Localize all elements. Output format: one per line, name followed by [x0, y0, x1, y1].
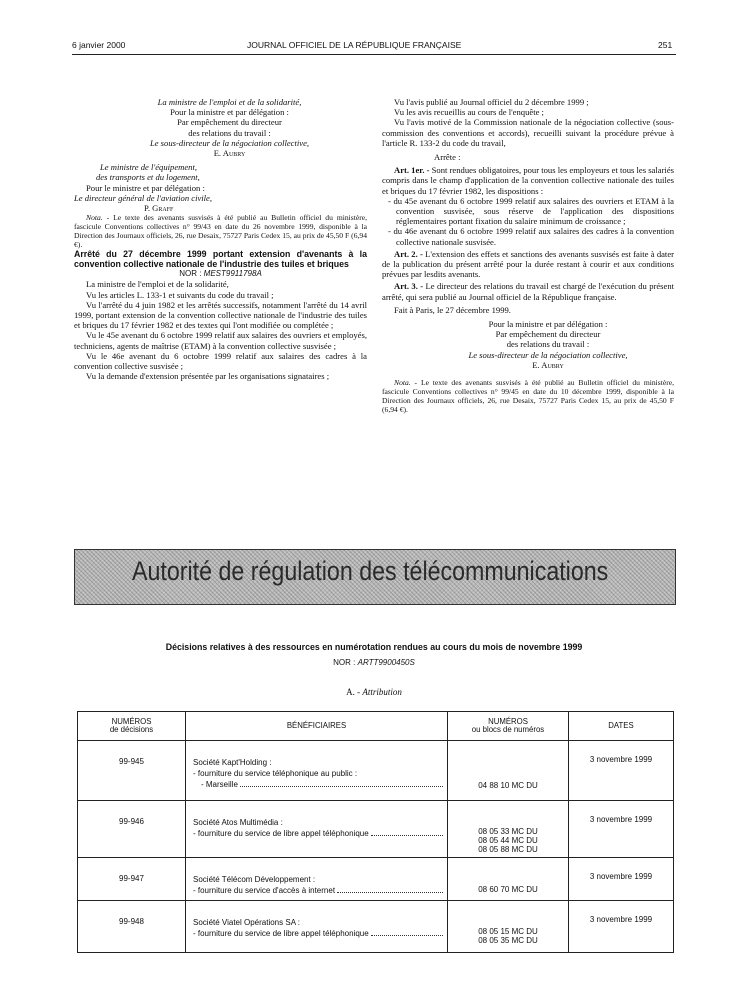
arrete-title: Arrêté du 27 décembre 1999 portant extension d'avenants à la convention collective nationale de l'industrie des tuiles et briques	[74, 249, 367, 270]
paragraph: Vu l'avis motivé de la Commission nationale de la négociation collective (sous-commission des conventions et accords), recueilli suivant la procédure prévue à l'article R. 133-2 du code du travail,	[382, 117, 674, 148]
service-text: - fourniture du service de libre appel téléphonique	[193, 829, 369, 838]
sig1-line: des relations du travail :	[188, 127, 271, 138]
decision-number: 99-945	[78, 741, 186, 801]
date-cell: 3 novembre 1999	[569, 901, 674, 953]
header-numeros	[78, 712, 186, 741]
art2-text: L'extension des effets et sanctions des avenants susvisés est faite à dater de la publication du présent arrêté pour la durée restant à courir et aux conditions prévues par lesdits avenants.	[382, 248, 674, 280]
header-page-number: 251	[658, 40, 673, 50]
paragraph: Vu la demande d'extension présentée par les organisations signataires ;	[86, 371, 330, 382]
table-row	[78, 801, 674, 858]
sig2-name: P. Graff	[144, 203, 174, 214]
article-1-item: - du 45e avenant du 6 octobre 1999 relatif aux salaires des ouvriers et ETAM à la convention susvisée, sous réserve de l'application des dispositions réglementaires portant fixation du salaire minimum de croissance ;	[388, 195, 674, 227]
nota-label: Nota. -	[86, 213, 110, 223]
service-detail-text: - Marseille	[201, 780, 238, 789]
date-cell: 3 novembre 1999	[569, 801, 674, 858]
sig1-line: Pour la ministre et par délégation :	[170, 107, 289, 118]
article-3	[382, 281, 674, 301]
header-text: NUMÉROS	[111, 716, 152, 726]
table-header-row	[78, 712, 674, 741]
service: - fourniture du service téléphonique au public :	[193, 769, 358, 778]
sig3-line: Pour la ministre et par délégation :	[488, 319, 608, 330]
art3-label: Art. 3. -	[394, 281, 424, 292]
nota-text: Le texte des avenants susvisés à été publié au Bulletin officiel du ministère, fascicule Conventions collectives n° 99/45 en date du 10 décembre 1999, disponible à la Direction des Journaux officiels, 26, rue Desaix, 75727 Paris Cedex 15, au prix de 45,50 F (6,94 €).	[382, 378, 674, 415]
service-detail	[193, 779, 443, 790]
header-journal: JOURNAL OFFICIEL DE LA RÉPUBLIQUE FRANÇAISE	[247, 40, 462, 50]
signature-block-1	[74, 97, 367, 158]
decision-number: 99-947	[78, 858, 186, 901]
paragraph: Vu le 46e avenant du 6 octobre 1999 relatif aux salaires des cadres à la convention collective susvisée ;	[74, 350, 367, 372]
blocks-cell	[448, 741, 569, 801]
fait-a-paris: Fait à Paris, le 27 décembre 1999.	[394, 304, 511, 315]
blocks-cell	[448, 858, 569, 901]
sig3-line: des relations du travail :	[506, 339, 590, 350]
paragraph: La ministre de l'emploi et de la solidarité,	[86, 279, 229, 290]
header-text: ou blocs de numéros	[471, 725, 545, 734]
number-block: 08 05 88 MC DU	[478, 845, 538, 854]
banner-title: Autorité de régulation des télécommunications	[132, 556, 609, 586]
right-column	[382, 97, 674, 414]
table-row	[78, 901, 674, 953]
service	[193, 928, 443, 939]
header-beneficiaires	[186, 712, 448, 741]
art3-text: Le directeur des relations du travail est chargé de l'exécution du présent arrêté, qui sera publié au Journal officiel de la République française.	[382, 281, 675, 302]
nor-label: NOR :	[179, 269, 202, 279]
sig3-name: E. Aubry	[532, 359, 564, 370]
table-row	[78, 858, 674, 901]
company: Société Viatel Opérations SA :	[193, 918, 301, 927]
art2-label: Art. 2. -	[394, 248, 423, 259]
article-2	[382, 249, 674, 280]
service-text: - fourniture du service d'accès à internet	[193, 886, 336, 895]
number-block: 08 05 44 MC DU	[478, 836, 538, 845]
arrete-word: Arrête :	[434, 152, 461, 163]
signature-block-3	[382, 319, 674, 370]
number-block: 08 05 15 MC DU	[478, 927, 538, 936]
nota-text: Le texte des avenants susvisés à été publié au Bulletin officiel du ministère, fascicule Conventions collectives n° 99/43 en date du 26 novembre 1999, disponible à la Direction des Journaux officiels, 26, rue Desaix, 75727 Paris Cedex 15, au prix de 45,50 F (6,94 €).	[74, 213, 367, 250]
subtitle-text: Attribution	[362, 687, 402, 697]
beneficiary-cell	[186, 858, 448, 901]
number-block: 08 60 70 MC DU	[478, 885, 538, 894]
number-block: 08 05 33 MC DU	[478, 827, 538, 836]
service	[193, 885, 443, 896]
section-nor	[74, 658, 674, 667]
nor-value: MEST9911798A	[203, 269, 262, 279]
nota-left	[74, 213, 367, 249]
article-1-item: - du 46e avenant du 6 octobre 1999 relatif aux salaires des cadres à la convention collective nationale susvisée.	[388, 226, 674, 247]
paragraph: Vu le 45e avenant du 6 octobre 1999 relatif aux salaires des ouvriers et employés, techniciens, agents de maîtrise (ETAM) à la convention collective susvisée ;	[74, 330, 367, 351]
blocks-cell	[448, 901, 569, 953]
sig2-line: des transports et du logement,	[96, 172, 200, 183]
table-row	[78, 741, 674, 801]
sig2-line: Le ministre de l'équipement,	[100, 162, 197, 173]
section-title: Décisions relatives à des ressources en numérotation rendues au cours du mois de novembre 1999	[165, 642, 583, 652]
art1-label: Art. 1er. -	[394, 165, 430, 176]
company: Société Kapt'Holding :	[193, 758, 272, 767]
header-rule	[72, 54, 676, 55]
signature-block-2	[74, 162, 367, 213]
decision-number: 99-948	[78, 901, 186, 953]
sig2-line: Le directeur général de l'aviation civile,	[74, 192, 213, 203]
attribution-table	[77, 711, 674, 953]
nota-right	[382, 378, 674, 414]
article-1	[382, 165, 674, 196]
sig2-line: Pour le ministre et par délégation :	[86, 182, 205, 193]
paragraph: Vu les articles L. 133-1 et suivants du code du travail ;	[86, 289, 274, 300]
header-date: 6 janvier 2000	[72, 40, 126, 50]
date-cell: 3 novembre 1999	[569, 741, 674, 801]
decision-number: 99-946	[78, 801, 186, 858]
header-text: DATES	[608, 720, 634, 730]
paragraph: Vu les avis recueillis au cours de l'enquête ;	[394, 107, 544, 118]
left-column	[74, 97, 367, 381]
header-dates	[569, 712, 674, 741]
sig1-line: Le sous-directeur de la négociation collective,	[149, 137, 310, 148]
beneficiary-cell	[186, 801, 448, 858]
paragraph: Vu l'avis publié au Journal officiel du 2 décembre 1999 ;	[394, 97, 589, 107]
blocks-cell	[448, 801, 569, 858]
service-text: - fourniture du service de libre appel téléphonique	[193, 929, 369, 938]
header-blocs	[448, 712, 569, 741]
art1-text: Sont rendues obligatoires, pour tous les employeurs et tous les salariés compris dans le champ d'application de la convention collective nationale des tuiles et briques du 17 février 1982, les dispositions :	[382, 165, 674, 196]
service	[193, 828, 443, 839]
nor-value: ARTT9900450S	[357, 658, 415, 667]
paragraph: Vu l'arrêté du 4 juin 1982 et les arrêtés successifs, notamment l'arrêté du 14 avril 1999, portant extension de la convention collective nationale de l'industrie des tuiles et briques du 17 février 1982 et des textes qui l'ont modifiée ou complétée ;	[74, 299, 367, 331]
sig3-line: Le sous-directeur de la négociation collective,	[468, 349, 628, 360]
header-text: de décisions	[109, 725, 154, 734]
sig1-line: La ministre de l'emploi et de la solidarité,	[157, 97, 302, 107]
beneficiary-cell	[186, 741, 448, 801]
header-text: NUMÉROS	[488, 716, 528, 726]
number-block: 08 05 35 MC DU	[478, 936, 538, 945]
beneficiary-cell	[186, 901, 448, 953]
subtitle-prefix: A. -	[346, 687, 361, 697]
nor-label: NOR :	[333, 658, 356, 667]
section-subtitle	[74, 687, 674, 697]
sig1-name: E. Aubry	[213, 148, 246, 159]
company: Société Atos Multimédia :	[193, 818, 283, 827]
number-block: 04 88 10 MC DU	[478, 781, 538, 790]
header-text: BÉNÉFICIAIRES	[286, 720, 347, 730]
sig3-line: Par empêchement du directeur	[495, 329, 601, 340]
company: Société Télécom Développement :	[193, 875, 316, 884]
nota-label: Nota. -	[394, 378, 418, 388]
date-cell: 3 novembre 1999	[569, 858, 674, 901]
nor-left	[74, 269, 367, 279]
sig1-line: Par empêchement du directeur	[177, 117, 282, 128]
